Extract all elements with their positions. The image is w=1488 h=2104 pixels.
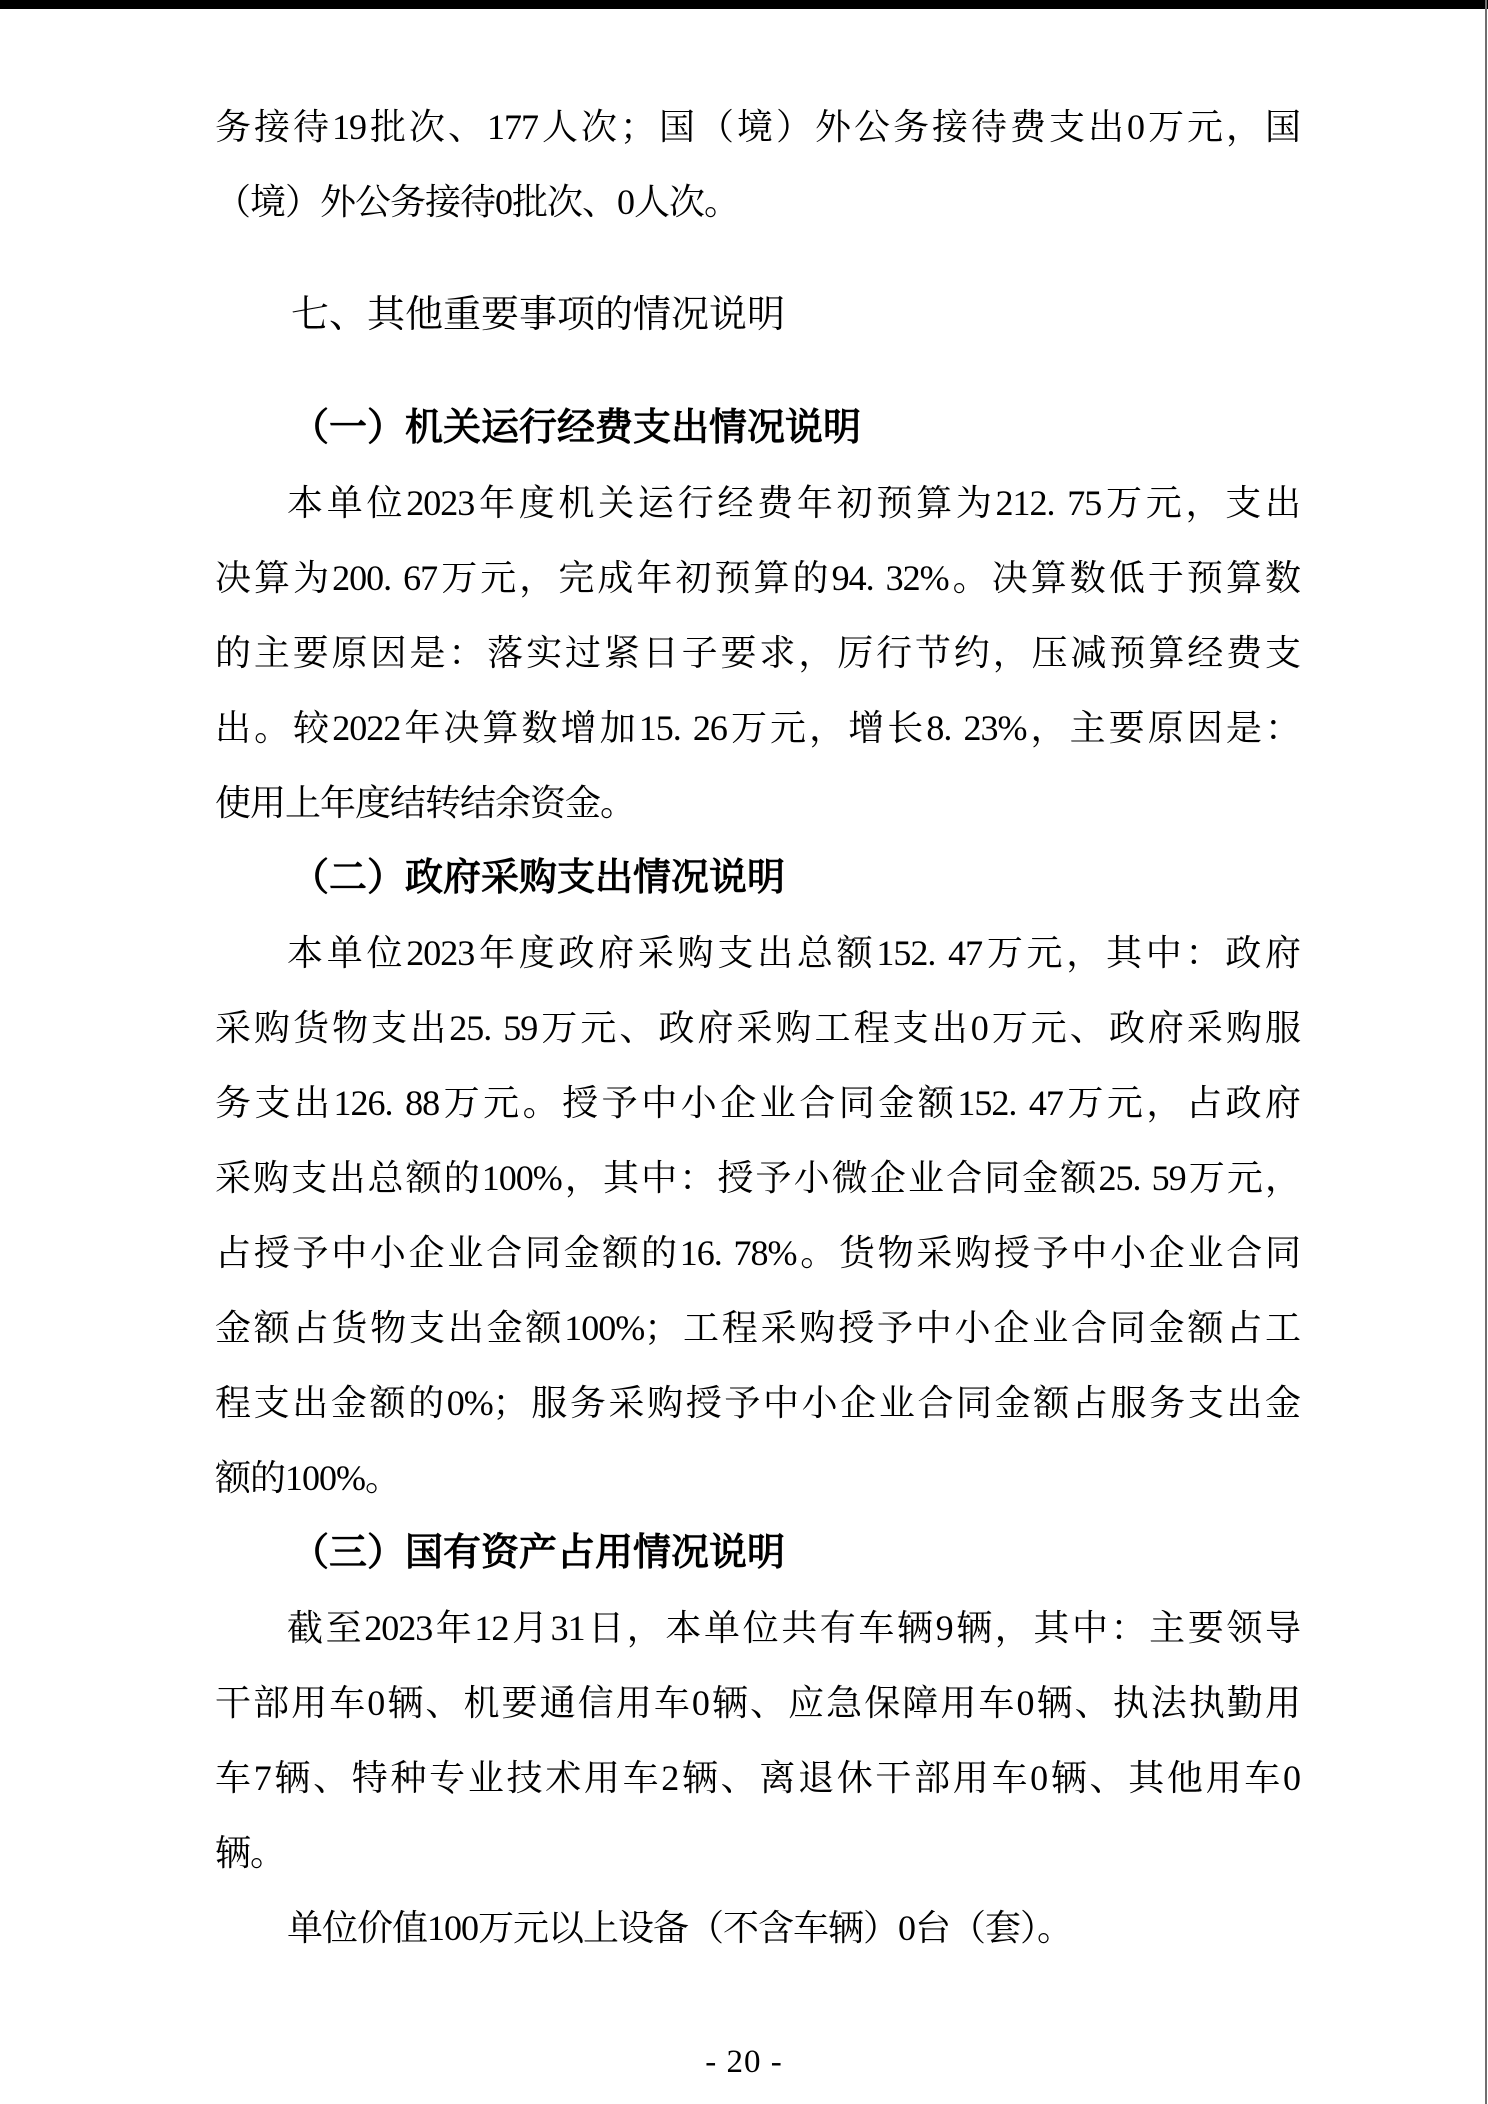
body-text-line: 决算为200. 67万元，完成年初预算的94. 32%。决算数低于预算数	[215, 558, 1300, 598]
subsection-heading: （二）政府采购支出情况说明	[291, 857, 786, 899]
body-text-line: 干部用车0辆、机要通信用车0辆、应急保障用车0辆、执法执勤用	[215, 1683, 1300, 1723]
document-content	[215, 90, 1300, 1966]
section-heading: 七、其他重要事项的情况说明	[291, 294, 786, 336]
body-text-line: 金额占货物支出金额100%；工程采购授予中小企业合同金额占工	[215, 1308, 1300, 1348]
page-number: - 20 -	[705, 2044, 783, 2080]
body-text-line: 本单位2023年度机关运行经费年初预算为212. 75万元，支出	[287, 483, 1300, 523]
body-text-line: 辆。	[215, 1833, 286, 1873]
body-text-line: 本单位2023年度政府采购支出总额152. 47万元，其中：政府	[287, 933, 1300, 973]
scan-top-edge-bar	[0, 0, 1488, 9]
body-text-line: 使用上年度结转结余资金。	[215, 783, 636, 823]
body-text-line: 务支出126. 88万元。授予中小企业合同金额152. 47万元，占政府	[215, 1083, 1300, 1123]
body-text-line: （境）外公务接待0批次、0人次。	[215, 182, 740, 222]
scan-right-edge-line	[1485, 0, 1487, 2104]
body-text-line: 程支出金额的0%；服务采购授予中小企业合同金额占服务支出金	[215, 1383, 1300, 1423]
subsection-heading: （三）国有资产占用情况说明	[291, 1532, 786, 1574]
body-text-line: 占授予中小企业合同金额的16. 78%。货物采购授予中小企业合同	[215, 1233, 1300, 1273]
body-text-line: 的主要原因是：落实过紧日子要求，厉行节约，压减预算经费支	[215, 633, 1300, 673]
body-text-line: 单位价值100万元以上设备（不含车辆）0台（套）。	[287, 1908, 1073, 1948]
body-text-line: 采购支出总额的100%，其中：授予小微企业合同金额25. 59万元，	[215, 1158, 1300, 1198]
body-text-line: 车7辆、特种专业技术用车2辆、离退休干部用车0辆、其他用车0	[215, 1758, 1300, 1798]
body-text-line: 务接待19批次、177人次；国（境）外公务接待费支出0万元，国	[215, 107, 1300, 147]
body-text-line: 额的100%。	[215, 1458, 400, 1498]
body-text-line: 截至2023年12月31日，本单位共有车辆9辆，其中：主要领导	[287, 1608, 1300, 1648]
body-text-line: 出。较2022年决算数增加15. 26万元，增长8. 23%，主要原因是：	[215, 708, 1300, 748]
body-text-line: 采购货物支出25. 59万元、政府采购工程支出0万元、政府采购服	[215, 1008, 1300, 1048]
subsection-heading: （一）机关运行经费支出情况说明	[291, 407, 862, 449]
